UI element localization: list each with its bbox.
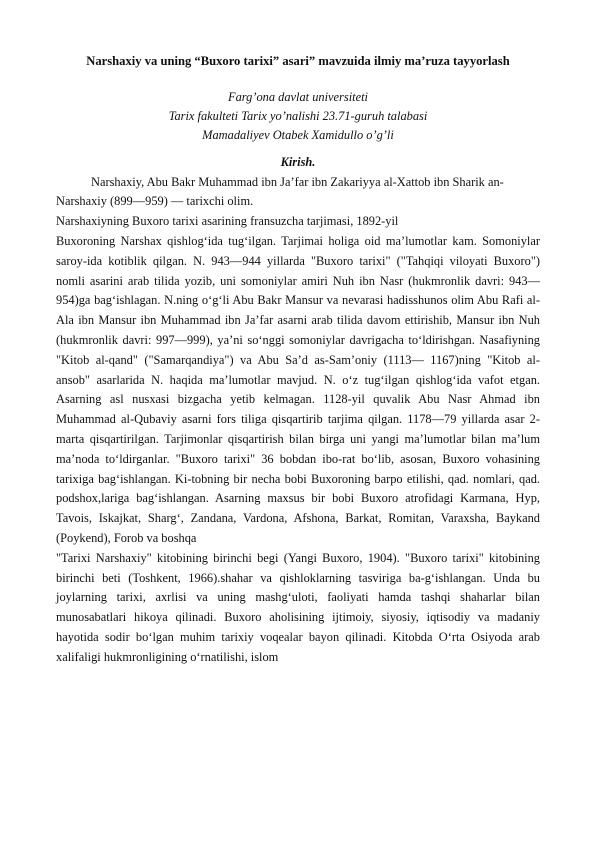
intro-paragraph: Narshaxiy, Abu Bakr Muhammad ibn Ja’far ibn Zakariyya al-Xattob ibn Sharik an-Narshaxiy (899—959) — tarixchi olim. — [56, 174, 504, 209]
section-heading: Kirish. — [280, 154, 316, 169]
body-paragraph-1: Buxoroning Narshax qishlog‘ida tug‘ilgan. Tarjimai holiga oid ma’lumotlar kam. Somoniylar saroy-ida kotiblik qilgan. N. 943—944 yillarda "Buxoro tarixi" ("Tahqiqi viloyati Buxoro") nomli asarini arab tilida yozib, uni somoniylar amiri Nuh ibn Nasr (hukmronlik davri: 943—954)ga bag‘ishlagan. N.ning o‘g‘li Abu Bakr Mansur va nevarasi hadisshunos olim Abu Rafi al-Ala ibn Mansur ibn Muhammad ibn Ja’far asarni arab tilida davom ettirishib, Mansur ibn Nuh (hukmronlik davri: 997—999), ya’ni so‘nggi somoniylar davrigacha to‘ldirishgan. Nasafiyning "Kitob al-qand" ("Samarqandiya") va Abu Sa’d as-Sam’oniy (1113— 1167)ning "Kitob al-ansob" asarlarida N. haqida ma’lumotlar mavjud. N. o‘z tug‘ilgan qishlog‘ida vafot etgan. Asarning asl nusxasi bizgacha yetib kelmagan. 1128-yil quvalik Abu Nasr Ahmad ibn Muhammad al-Qubaviy asarni fors tiliga qisqartirib tarjima qilgan. 1178—79 yillarda asar 2-marta qisqartirilgan. Tarjimonlar qisqartirish bilan birga uni yangi ma’lumotlar bilan ma’lum ma’noda to‘ldirganlar. "Buxoro tarixi" 36 bobdan ibo-rat bo‘lib, asosan, Buxoro vohasining tarixiga bag‘ishlangan. Ki-tobning bir necha bobi Buxoroning barpo etilishi, qad. nomlari, qad. podshox,lariga bag‘ishlangan. Asarning maxsus bir bobi Buxoro atrofidagi Karmana, Hyp, Tavois, Iskajkat, Sharg‘, Zandana, Vardona, Afshona, Barkat, Romitan, Varaxsha, Baykand (Poykend), Forob va boshqa — [56, 234, 540, 545]
document-title: Narshaxiy va uning “Buxoro tarixi” asari” mavzuida ilmiy ma’ruza tayyorlash — [86, 54, 510, 68]
university-line: Farg’ona davlat universiteti — [228, 90, 368, 104]
author-name-line: Mamadaliyev Otabek Xamidullo o’g’li — [202, 128, 394, 143]
image-caption-paragraph: Narshaxiyning Buxoro tarixi asarining fransuzcha tarjimasi, 1892-yil — [56, 214, 399, 229]
body-paragraph-2: "Tarixi Narshaxiy" kitobining birinchi begi (Yangi Buxoro, 1904). "Buxoro tarixi" kitobining birinchi beti (Toshkent, 1966).shahar va qishloklarning tasviriga ba-g‘ishlangan. Unda bu joylarning tarixi, axrlisi va uning mashg‘uloti, faoliyati hamda tashqi shaharlar bilan munosabatlari hikoya qilinadi. Buxoro aholisining ijtimoiy, siyosiy, iqtisodiy va madaniy hayotida sodir bo‘lgan muhim tarixiy voqealar bayon qilinadi. Kitobda O‘rta Osiyoda arab xalifaligi hukmronligining o‘rnatilishi, islom — [56, 550, 540, 664]
faculty-group-line: Tarix fakulteti Tarix yo’nalishi 23.71-guruh talabasi — [168, 109, 428, 124]
